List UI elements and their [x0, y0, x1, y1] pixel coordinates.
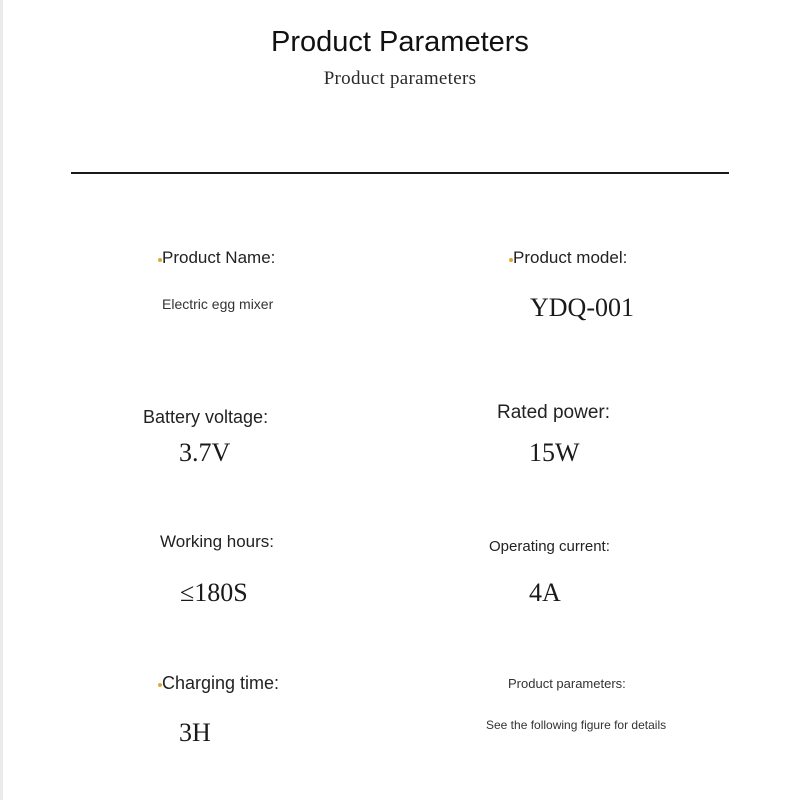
product-name-label: Product Name: [162, 248, 276, 267]
product-name-value: Electric egg mixer [162, 296, 274, 312]
charging-time-value: 3H [179, 718, 211, 747]
working-hours-label: Working hours: [160, 532, 275, 551]
details-note: See the following figure for details [486, 718, 667, 732]
charging-time-label: Charging time: [162, 673, 280, 693]
page-title: Product Parameters [271, 26, 529, 58]
operating-current-value: 4A [529, 578, 561, 607]
battery-voltage-value: 3.7V [179, 438, 231, 467]
product-model-label: Product model: [513, 248, 628, 267]
rated-power-value: 15W [529, 438, 580, 467]
product-parameters-note-label: Product parameters: [508, 676, 626, 691]
left-edge-border [0, 0, 3, 800]
header-divider [71, 172, 729, 174]
rated-power-label: Rated power: [497, 402, 611, 423]
working-hours-value: ≤180S [180, 578, 248, 607]
product-model-value: YDQ-001 [530, 293, 634, 322]
page-subtitle: Product parameters [323, 68, 477, 89]
operating-current-label: Operating current: [489, 538, 610, 555]
battery-voltage-label: Battery voltage: [143, 407, 269, 427]
